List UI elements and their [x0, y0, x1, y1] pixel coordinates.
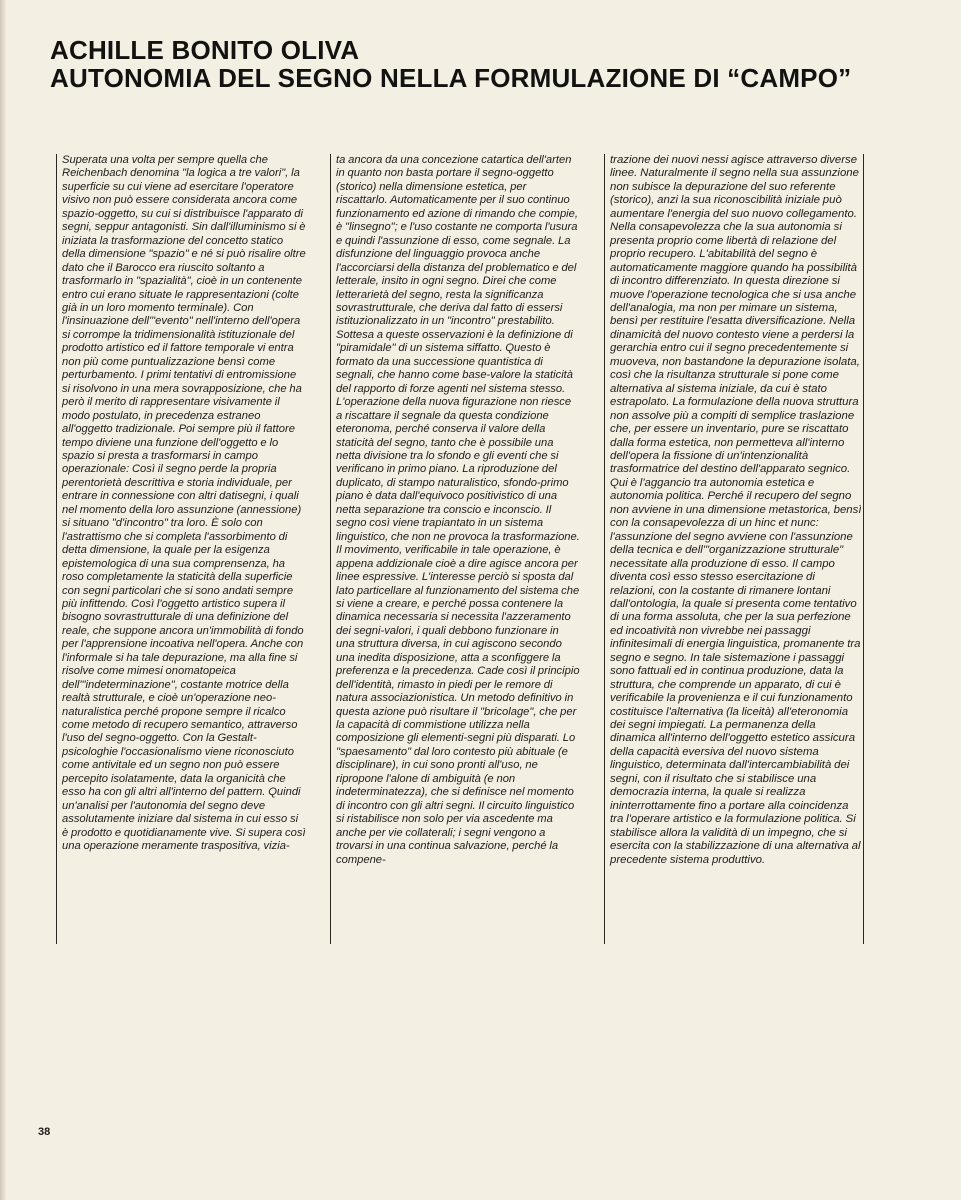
article-body	[56, 154, 866, 944]
page-binding-edge	[0, 0, 6, 1200]
text-column-3	[604, 154, 864, 944]
article-header	[50, 36, 930, 92]
column-1-text: Superata una volta per sempre quella che Reichenbach denomina "la logica a tre valori", la superficie su cui viene ad esercitare l'operatore visivo non può essere considerata ancora come spazio-oggetto, su cui si distribuisce l'apparato di segni, seppur antagonisti. Sin dall'illuminismo si è iniziata la trasformazione del concetto statico della dimensione "spazio" e né si può risalire oltre dato che il Barocco era riuscito soltanto a trasformarlo in "spazialità", cioè in un contenente entro cui erano situate le rappresentazioni (colte già in un loro momento terminale). Con l'insinuazione dell'"evento" nell'interno dell'opera si corrompe la tridimensionalità istituzionale del prodotto artistico ed il fattore temporale vi entra non più come puntualizzazione bensì come perturbamento. I primi tentativi di entromissione si risolvono in una mera sovrapposizione, che ha però il merito di rappresentare visivamente il modo postulato, in precedenza estraneo all'oggetto tradizionale. Poi sempre più il fattore tempo diviene una funzione dell'oggetto e lo spazio si presta a trasformarsi in campo operazionale: Così il segno perde la propria perentorietà descrittiva e storia individuale, per entrare in connessione con altri datisegni, i quali nel momento della loro assunzione (annessione) si situano "d'incontro" tra loro. È solo con l'astrattismo che si completa l'assorbimento di detta dimensione, la quale per la esigenza epistemologica di una sua comprensenza, ha roso completamente la staticità della superficie con segni particolari che si sono andati sempre più infittendo. Così l'oggetto artistico supera il bisogno sovrastrutturale di una definizione del reale, che suppone ancora un'immobilità di fondo per l'apprensione incoativa nell'opera. Anche con l'informale si ha tale depurazione, ma alla fine si risolve come mimesi onomatopeica dell'"indeterminazione", costante motrice della realtà strutturale, e cioè un'operazione neo-naturalistica perché propone sempre il ricalco come metodo di recupero semantico, attraverso l'uso del segno-oggetto. Con la Gestalt-psicologhie l'occasionalismo viene riconosciuto come antivitale ed un segno non può essere percepito isolatamente, data la organicità che esso ha con gli altri all'interno del pattern. Quindi un'analisi per l'autonomia del segno deve assolutamente iniziare dal sistema in cui esso si è prodotto e quotidianamente vive. Si supera così una operazione meramente traspositiva, vizia-	[62, 154, 306, 853]
page-number: 38	[38, 1126, 51, 1138]
author-name: ACHILLE BONITO OLIVA	[50, 35, 360, 65]
text-column-1	[56, 154, 306, 944]
article-title: AUTONOMIA DEL SEGNO NELLA FORMULAZIONE DI “CAMPO”	[50, 63, 852, 93]
column-2-text: ta ancora da una concezione catartica dell'arten in quanto non basta portare il segno-oggetto (storico) nella dimensione estetica, per riscattarlo. Automaticamente per il suo continuo funzionamento ed azione di rimando che compie, è "linsegno"; e l'uso costante ne comporta l'usura e quindi l'assunzione di esso, come segnale. La disfunzione del linguaggio provoca anche l'accorciarsi della distanza del problematico e del letterale, insito in ogni segno. Direi che come letterarietà del segno, resta la significanza sovrastrutturale, che deriva dal fatto di essersi istituzionalizzato in un "incontro" prestabilito. Sottesa a queste osservazioni è la definizione di "piramidale" di un sistema siffatto. Questo è formato da una successione quantistica di segnali, che hanno come base-valore la staticità del rapporto di forze agenti nel sistema stesso. L'operazione della nuova figurazione non riesce a riscattare il segnale da questa condizione eteronoma, perché conserva il valore della staticità del segno, tanto che è possibile una netta divisione tra lo sfondo e gli eventi che si verificano in primo piano. La riproduzione del duplicato, di stampo naturalistico, sfondo-primo piano è data dall'equivoco positivistico di una netta separazione tra conscio e inconscio. Il segno così viene trapiantato in un sistema linguistico, che non ne provoca la trasformazione. Il movimento, verificabile in tale operazione, è appena addizionale cioè a dire agisce ancora per linee espressive. L'interesse perciò si sposta dal lato particellare al funzionamento del sistema che si viene a creare, e perché possa contenere la dinamica necessaria si necessita l'azzeramento dei segni-valori, i quali debbono funzionare in una struttura diversa, in cui agiscono secondo una inedita disposizione, atta a sconfiggere la preferenza e la precedenza. Cade così il principio dell'identità, rimasto in piedi per le remore di natura associazionistica. Un metodo definitivo in questa azione può risultare il "bricolage", che per la capacità di commistione utilizza nella composizione gli elementi-segni più disparati. Lo "spaesamento" dal loro contesto più abituale (e disciplinare), in cui sono pronti all'uso, ne ripropone l'alone di ambiguità (e non indeterminatezza), che si definisce nel momento di incontro con gli altri segni. Il circuito linguistico si ristabilisce non solo per via ascedente ma anche per vie collaterali; i segni vengono a trovarsi in una continua salvazione, perché la compene-	[336, 154, 580, 866]
column-3-text: trazione dei nuovi nessi agisce attraverso diverse linee. Naturalmente il segno nella sua assunzione non subisce la depurazione del suo referente (storico), anzi la sua riconoscibilità iniziale può aumentare l'energia del suo nuovo collegamento. Nella consapevolezza che la sua autonomia si presenta proprio come libertà di relazione del proprio recupero. L'abitabilità del segno è automaticamente maggiore quando ha possibilità di incontro differenziato. In questa direzione si muove l'operazione tecnologica che si usa anche dell'analogia, ma non per mimare un sistema, bensì per restituire l'esatta diversificazione. Nella dinamicità del nuovo contesto viene a perdersi la gerarchia entro cui il segno precedentemente si muoveva, non bastandone la depurazione isolata, così che la risultanza strutturale si pone come alternativa al sistema iniziale, da cui è stato estrapolato. La formulazione della nuova struttura non assolve più a compiti di semplice traslazione che, per essere un inventario, pure se riscattato dalla forma estetica, non permetteva all'interno dell'opera la fissione di un'intenzionalità trasformatrice del destino dell'apparato segnico. Qui è l'aggancio tra autonomia estetica e autonomia politica. Perché il recupero del segno non avviene in una dimensione metastorica, bensì con la consapevolezza di un hinc et nunc: l'assunzione del segno avviene con l'assunzione della tecnica e dell'"organizzazione strutturale" necessitate alla produzione di esso. Il campo diventa così esso stesso esercitazione di relazioni, con la costante di rimanere lontani dall'ontologia, la quale si presenta come tentativo di una forma assoluta, che per la sua perfezione ed incoatività non vivrebbe nei passaggi infinitesimali di energia linguistica, promanente tra segno e segno. In tale sistemazione i passaggi sono fattuali ed in continua produzione, data la struttura, che comprende un apparato, di cui è verificabile la provenienza e il cui funzionamento costituisce l'alternativa (la liceità) all'eteronomia dei segni impiegati. La permanenza della dinamica all'interno dell'oggetto estetico assicura della capacità eversiva del nuovo sistema linguistico, determinata dall'intercambiabilità dei segni, con il risultato che si stabilisce una democrazia interna, la quale si realizza ininterrottamente fino a portare alla coincidenza tra l'operare artistico e la formulazione politica. Si stabilisce allora la validità di un impegno, che si esercita con la stabilizzazione di una alternativa al precedente sistema produttivo.	[610, 154, 862, 866]
text-column-2	[330, 154, 580, 944]
